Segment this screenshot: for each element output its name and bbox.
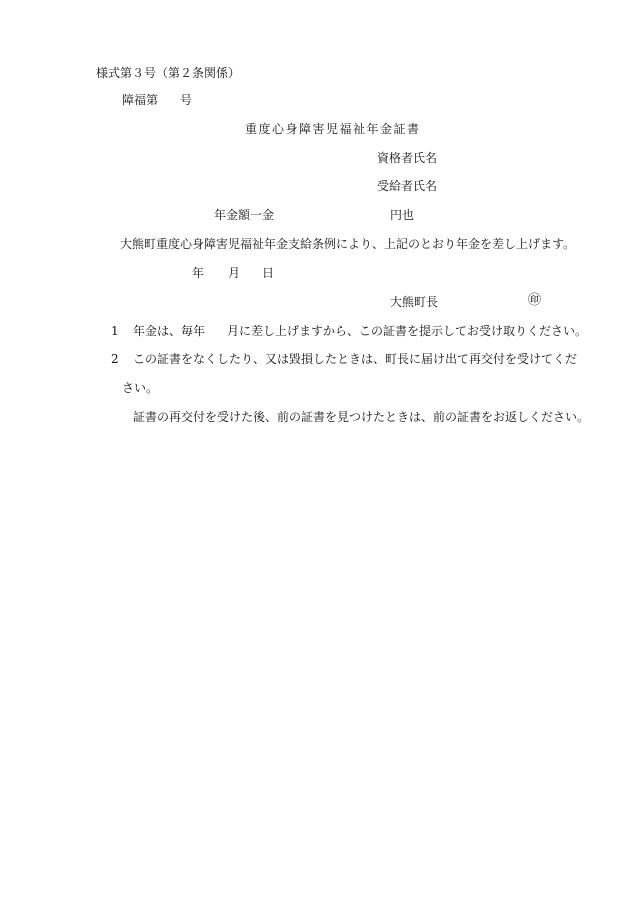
seal-mark: ㊞ [528, 293, 542, 308]
date-month: 月 [228, 266, 241, 280]
note-2-line-1: この証書をなくしたり、又は毀損したときは、町長に届け出て再交付を受けてくだ [133, 352, 578, 366]
date-day: 日 [262, 266, 275, 280]
qualified-name-label: 資格者氏名 [377, 151, 438, 165]
note-2-line-3: 証書の再交付を受けた後、前の証書を見つけたときは、前の証書をお返しください。 [133, 410, 590, 424]
amount-label: 年金額一金 [214, 208, 275, 222]
note-2-line-2: さい。 [122, 381, 159, 395]
issuer: 大熊町長 [390, 295, 439, 309]
note-1-text-a: 年金は、毎年 [133, 324, 206, 338]
note-1-text-b: 月に差し上げますから、この証書を提示してお受け取りください。 [227, 324, 588, 338]
form-label: 様式第３号（第２条関係） [96, 66, 241, 80]
statement: 大熊町重度心身障害児福祉年金支給条例により、上記のとおり年金を差し上げます。 [120, 237, 576, 251]
document-title: 重度心身障害児福祉年金証書 [245, 122, 421, 136]
cert-number-suffix: 号 [180, 93, 193, 107]
date-year: 年 [192, 266, 205, 280]
amount-unit: 円也 [390, 208, 415, 222]
note-2-number: 2 [111, 352, 119, 366]
note-1-number: 1 [111, 324, 119, 338]
recipient-name-label: 受給者氏名 [377, 179, 438, 193]
cert-number-prefix: 障福第 [122, 93, 159, 107]
